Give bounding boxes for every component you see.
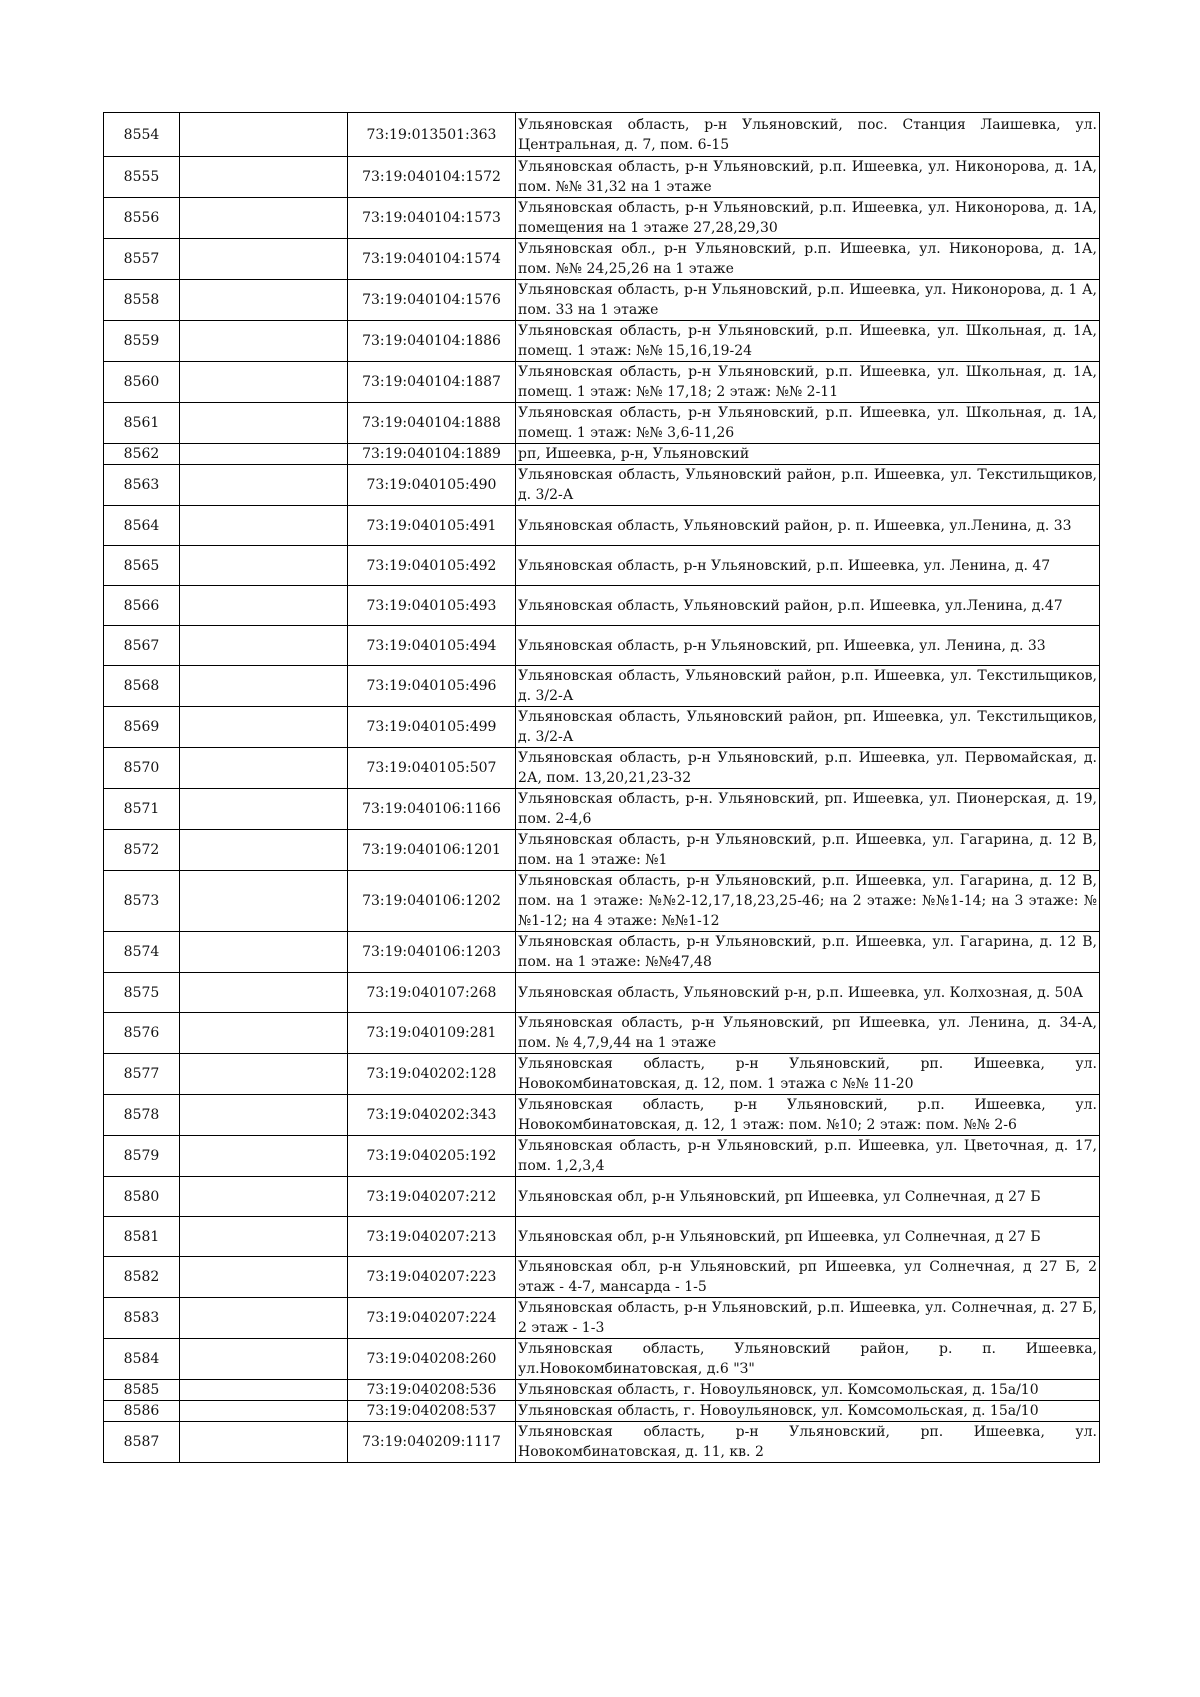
empty-cell bbox=[180, 1217, 348, 1257]
empty-cell bbox=[180, 1136, 348, 1177]
address-cell: Ульяновская область, Ульяновский район, р. п. Ишеевка, ул.Ленина, д. 33 bbox=[516, 506, 1100, 546]
address-cell: Ульяновская область, Ульяновский район, р.п. Ишеевка, ул. Текстильщиков, д. 3/2-А bbox=[516, 465, 1100, 506]
empty-cell bbox=[180, 789, 348, 830]
empty-cell bbox=[180, 1339, 348, 1380]
address-cell: Ульяновская область, Ульяновский район, рп. Ишеевка, ул. Текстильщиков, д. 3/2-А bbox=[516, 707, 1100, 748]
table-row bbox=[104, 113, 1100, 157]
cadastral-number-cell: 73:19:040106:1203 bbox=[348, 932, 516, 973]
address-cell: Ульяновская область, р-н Ульяновский, пос. Станция Лаишевка, ул. Центральная, д. 7, пом. 6-15 bbox=[516, 113, 1100, 157]
cadastral-number-cell: 73:19:040207:224 bbox=[348, 1298, 516, 1339]
empty-cell bbox=[180, 586, 348, 626]
empty-cell bbox=[180, 1380, 348, 1401]
address-cell: Ульяновская область, р-н Ульяновский, р.п. Ишеевка, ул. Школьная, д. 1А, помещ. 1 этаж: №№ 15,16,19-24 bbox=[516, 321, 1100, 362]
row-number-cell: 8562 bbox=[104, 444, 180, 465]
cadastral-number-cell: 73:19:040207:212 bbox=[348, 1177, 516, 1217]
empty-cell bbox=[180, 748, 348, 789]
address-cell: Ульяновская область, р-н Ульяновский, р.п. Ишеевка, ул. Первомайская, д. 2А, пом. 13,20,21,23-32 bbox=[516, 748, 1100, 789]
row-number-cell: 8586 bbox=[104, 1401, 180, 1422]
address-cell: Ульяновская область, г. Новоульяновск, ул. Комсомольская, д. 15а/10 bbox=[516, 1401, 1100, 1422]
table-row bbox=[104, 362, 1100, 403]
row-number-cell: 8558 bbox=[104, 280, 180, 321]
cadastral-number-cell: 73:19:040209:1117 bbox=[348, 1422, 516, 1463]
cadastral-number-cell: 73:19:040202:128 bbox=[348, 1054, 516, 1095]
table-row bbox=[104, 1217, 1100, 1257]
row-number-cell: 8575 bbox=[104, 973, 180, 1013]
empty-cell bbox=[180, 362, 348, 403]
row-number-cell: 8556 bbox=[104, 198, 180, 239]
empty-cell bbox=[180, 444, 348, 465]
table-row bbox=[104, 789, 1100, 830]
address-cell: Ульяновская область, р-н. Ульяновский, рп. Ишеевка, ул. Пионерская, д. 19, пом. 2-4,6 bbox=[516, 789, 1100, 830]
cadastral-number-cell: 73:19:040106:1166 bbox=[348, 789, 516, 830]
cadastral-number-cell: 73:19:040105:490 bbox=[348, 465, 516, 506]
empty-cell bbox=[180, 1013, 348, 1054]
table-row bbox=[104, 157, 1100, 198]
row-number-cell: 8560 bbox=[104, 362, 180, 403]
address-cell: Ульяновская обл., р-н Ульяновский, р.п. Ишеевка, ул. Никонорова, д. 1А, пом. №№ 24,25,26 на 1 этаже bbox=[516, 239, 1100, 280]
cadastral-number-cell: 73:19:040105:491 bbox=[348, 506, 516, 546]
table-row bbox=[104, 748, 1100, 789]
table-row bbox=[104, 1177, 1100, 1217]
table-row bbox=[104, 1095, 1100, 1136]
address-cell: Ульяновская область, р-н Ульяновский, р.п. Ишеевка, ул. Солнечная, д. 27 Б, 2 этаж - 1-3 bbox=[516, 1298, 1100, 1339]
row-number-cell: 8576 bbox=[104, 1013, 180, 1054]
table-row bbox=[104, 973, 1100, 1013]
row-number-cell: 8569 bbox=[104, 707, 180, 748]
cadastral-number-cell: 73:19:040104:1574 bbox=[348, 239, 516, 280]
empty-cell bbox=[180, 1401, 348, 1422]
empty-cell bbox=[180, 465, 348, 506]
cadastral-number-cell: 73:19:040105:499 bbox=[348, 707, 516, 748]
table-row bbox=[104, 1422, 1100, 1463]
cadastral-number-cell: 73:19:040104:1887 bbox=[348, 362, 516, 403]
row-number-cell: 8566 bbox=[104, 586, 180, 626]
address-cell: Ульяновская область, Ульяновский район, р.п. Ишеевка, ул. Текстильщиков, д. 3/2-А bbox=[516, 666, 1100, 707]
table-row bbox=[104, 444, 1100, 465]
row-number-cell: 8565 bbox=[104, 546, 180, 586]
address-cell: Ульяновская область, р-н Ульяновский, р.п. Ишеевка, ул. Гагарина, д. 12 В, пом. на 1 этаже: №1 bbox=[516, 830, 1100, 871]
cadastral-number-cell: 73:19:040105:507 bbox=[348, 748, 516, 789]
address-cell: Ульяновская область, р-н Ульяновский, рп. Ишеевка, ул. Ленина, д. 33 bbox=[516, 626, 1100, 666]
row-number-cell: 8582 bbox=[104, 1257, 180, 1298]
row-number-cell: 8572 bbox=[104, 830, 180, 871]
cadastral-number-cell: 73:19:040208:537 bbox=[348, 1401, 516, 1422]
row-number-cell: 8555 bbox=[104, 157, 180, 198]
address-cell: Ульяновская область, р-н Ульяновский, р.п. Ишеевка, ул. Гагарина, д. 12 В, пом. на 1 этаже: №№47,48 bbox=[516, 932, 1100, 973]
cadastral-number-cell: 73:19:040208:536 bbox=[348, 1380, 516, 1401]
row-number-cell: 8583 bbox=[104, 1298, 180, 1339]
cadastral-number-cell: 73:19:013501:363 bbox=[348, 113, 516, 157]
table-row bbox=[104, 830, 1100, 871]
table-row bbox=[104, 465, 1100, 506]
empty-cell bbox=[180, 198, 348, 239]
table-row bbox=[104, 1013, 1100, 1054]
table-row bbox=[104, 280, 1100, 321]
empty-cell bbox=[180, 280, 348, 321]
table-row bbox=[104, 198, 1100, 239]
empty-cell bbox=[180, 157, 348, 198]
table-row bbox=[104, 666, 1100, 707]
address-cell: Ульяновская область, р-н Ульяновский, р.п. Ишеевка, ул. Никонорова, д. 1 А, пом. 33 на 1 этаже bbox=[516, 280, 1100, 321]
cadastral-number-cell: 73:19:040207:213 bbox=[348, 1217, 516, 1257]
address-cell: Ульяновская область, г. Новоульяновск, ул. Комсомольская, д. 15а/10 bbox=[516, 1380, 1100, 1401]
empty-cell bbox=[180, 707, 348, 748]
row-number-cell: 8584 bbox=[104, 1339, 180, 1380]
empty-cell bbox=[180, 932, 348, 973]
cadastral-number-cell: 73:19:040104:1886 bbox=[348, 321, 516, 362]
address-cell: Ульяновская область, р-н Ульяновский, р.п. Ишеевка, ул. Никонорова, д. 1А, помещения на 1 этаже 27,28,29,30 bbox=[516, 198, 1100, 239]
address-cell: Ульяновская область, р-н Ульяновский, р.п. Ишеевка, ул. Ленина, д. 47 bbox=[516, 546, 1100, 586]
row-number-cell: 8587 bbox=[104, 1422, 180, 1463]
row-number-cell: 8571 bbox=[104, 789, 180, 830]
table-row bbox=[104, 932, 1100, 973]
address-cell: Ульяновская область, р-н Ульяновский, р.п. Ишеевка, ул. Школьная, д. 1А, помещ. 1 этаж: №№ 3,6-11,26 bbox=[516, 403, 1100, 444]
table-row bbox=[104, 1054, 1100, 1095]
empty-cell bbox=[180, 239, 348, 280]
address-cell: Ульяновская обл, р-н Ульяновский, рп Ишеевка, ул Солнечная, д 27 Б, 2 этаж - 4-7, мансарда - 1-5 bbox=[516, 1257, 1100, 1298]
row-number-cell: 8563 bbox=[104, 465, 180, 506]
cadastral-number-cell: 73:19:040106:1202 bbox=[348, 871, 516, 932]
cadastral-number-cell: 73:19:040105:496 bbox=[348, 666, 516, 707]
empty-cell bbox=[180, 1422, 348, 1463]
empty-cell bbox=[180, 403, 348, 444]
empty-cell bbox=[180, 321, 348, 362]
address-cell: Ульяновская область, р-н Ульяновский, р.п. Ишеевка, ул. Никонорова, д. 1А, пом. №№ 31,32 на 1 этаже bbox=[516, 157, 1100, 198]
table-row bbox=[104, 707, 1100, 748]
empty-cell bbox=[180, 113, 348, 157]
cadastral-number-cell: 73:19:040104:1576 bbox=[348, 280, 516, 321]
register-table-body bbox=[104, 113, 1100, 1463]
row-number-cell: 8573 bbox=[104, 871, 180, 932]
row-number-cell: 8559 bbox=[104, 321, 180, 362]
empty-cell bbox=[180, 1095, 348, 1136]
cadastral-number-cell: 73:19:040105:494 bbox=[348, 626, 516, 666]
cadastral-number-cell: 73:19:040106:1201 bbox=[348, 830, 516, 871]
empty-cell bbox=[180, 506, 348, 546]
table-row bbox=[104, 239, 1100, 280]
table-row bbox=[104, 1298, 1100, 1339]
table-row bbox=[104, 586, 1100, 626]
empty-cell bbox=[180, 1177, 348, 1217]
address-cell: Ульяновская область, р-н Ульяновский, р.п. Ишеевка, ул. Гагарина, д. 12 В, пом. на 1 этаже: №№2-12,17,18,23,25-46; на 2 этаже: №№1-14; на 3 этаже: №№1-12; на 4 этаже: №№1-12 bbox=[516, 871, 1100, 932]
cadastral-number-cell: 73:19:040104:1572 bbox=[348, 157, 516, 198]
cadastral-number-cell: 73:19:040207:223 bbox=[348, 1257, 516, 1298]
row-number-cell: 8568 bbox=[104, 666, 180, 707]
cadastral-number-cell: 73:19:040105:492 bbox=[348, 546, 516, 586]
cadastral-number-cell: 73:19:040202:343 bbox=[348, 1095, 516, 1136]
table-row bbox=[104, 626, 1100, 666]
row-number-cell: 8554 bbox=[104, 113, 180, 157]
table-row bbox=[104, 321, 1100, 362]
empty-cell bbox=[180, 666, 348, 707]
table-row bbox=[104, 1257, 1100, 1298]
empty-cell bbox=[180, 871, 348, 932]
address-cell: рп, Ишеевка, р-н, Ульяновский bbox=[516, 444, 1100, 465]
row-number-cell: 8557 bbox=[104, 239, 180, 280]
address-cell: Ульяновская область, р-н Ульяновский, рп. Ишеевка, ул. Новокомбинатовская, д. 11, кв. 2 bbox=[516, 1422, 1100, 1463]
row-number-cell: 8574 bbox=[104, 932, 180, 973]
address-cell: Ульяновская область, Ульяновский район, р.п. Ишеевка, ул.Ленина, д.47 bbox=[516, 586, 1100, 626]
address-cell: Ульяновская обл, р-н Ульяновский, рп Ишеевка, ул Солнечная, д 27 Б bbox=[516, 1217, 1100, 1257]
address-cell: Ульяновская область, р-н Ульяновский, р.п. Ишеевка, ул. Новокомбинатовская, д. 12, 1 этаж: пом. №10; 2 этаж: пом. №№ 2-6 bbox=[516, 1095, 1100, 1136]
row-number-cell: 8585 bbox=[104, 1380, 180, 1401]
address-cell: Ульяновская область, р-н Ульяновский, р.п. Ишеевка, ул. Цветочная, д. 17, пом. 1,2,3,4 bbox=[516, 1136, 1100, 1177]
table-row bbox=[104, 1339, 1100, 1380]
empty-cell bbox=[180, 546, 348, 586]
cadastral-number-cell: 73:19:040109:281 bbox=[348, 1013, 516, 1054]
row-number-cell: 8561 bbox=[104, 403, 180, 444]
row-number-cell: 8567 bbox=[104, 626, 180, 666]
cadastral-number-cell: 73:19:040208:260 bbox=[348, 1339, 516, 1380]
row-number-cell: 8564 bbox=[104, 506, 180, 546]
cadastral-number-cell: 73:19:040105:493 bbox=[348, 586, 516, 626]
row-number-cell: 8581 bbox=[104, 1217, 180, 1257]
address-cell: Ульяновская область, р-н Ульяновский, рп Ишеевка, ул. Ленина, д. 34-А, пом. № 4,7,9,44 на 1 этаже bbox=[516, 1013, 1100, 1054]
row-number-cell: 8578 bbox=[104, 1095, 180, 1136]
row-number-cell: 8579 bbox=[104, 1136, 180, 1177]
table-row bbox=[104, 506, 1100, 546]
table-row bbox=[104, 546, 1100, 586]
address-cell: Ульяновская область, р-н Ульяновский, рп. Ишеевка, ул. Новокомбинатовская, д. 12, пом. 1 этажа с №№ 11-20 bbox=[516, 1054, 1100, 1095]
cadastral-number-cell: 73:19:040205:192 bbox=[348, 1136, 516, 1177]
empty-cell bbox=[180, 1054, 348, 1095]
table-row bbox=[104, 1401, 1100, 1422]
cadastral-number-cell: 73:19:040104:1573 bbox=[348, 198, 516, 239]
empty-cell bbox=[180, 1298, 348, 1339]
empty-cell bbox=[180, 626, 348, 666]
property-register-table bbox=[103, 112, 1100, 1463]
cadastral-number-cell: 73:19:040104:1889 bbox=[348, 444, 516, 465]
address-cell: Ульяновская область, Ульяновский район, р. п. Ишеевка, ул.Новокомбинатовская, д.6 "З" bbox=[516, 1339, 1100, 1380]
empty-cell bbox=[180, 830, 348, 871]
row-number-cell: 8577 bbox=[104, 1054, 180, 1095]
table-row bbox=[104, 1380, 1100, 1401]
table-row bbox=[104, 403, 1100, 444]
empty-cell bbox=[180, 973, 348, 1013]
address-cell: Ульяновская обл, р-н Ульяновский, рп Ишеевка, ул Солнечная, д 27 Б bbox=[516, 1177, 1100, 1217]
table-row bbox=[104, 1136, 1100, 1177]
cadastral-number-cell: 73:19:040104:1888 bbox=[348, 403, 516, 444]
address-cell: Ульяновская область, р-н Ульяновский, р.п. Ишеевка, ул. Школьная, д. 1А, помещ. 1 этаж: №№ 17,18; 2 этаж: №№ 2-11 bbox=[516, 362, 1100, 403]
cadastral-number-cell: 73:19:040107:268 bbox=[348, 973, 516, 1013]
table-row bbox=[104, 871, 1100, 932]
row-number-cell: 8580 bbox=[104, 1177, 180, 1217]
row-number-cell: 8570 bbox=[104, 748, 180, 789]
address-cell: Ульяновская область, Ульяновский р-н, р.п. Ишеевка, ул. Колхозная, д. 50А bbox=[516, 973, 1100, 1013]
empty-cell bbox=[180, 1257, 348, 1298]
